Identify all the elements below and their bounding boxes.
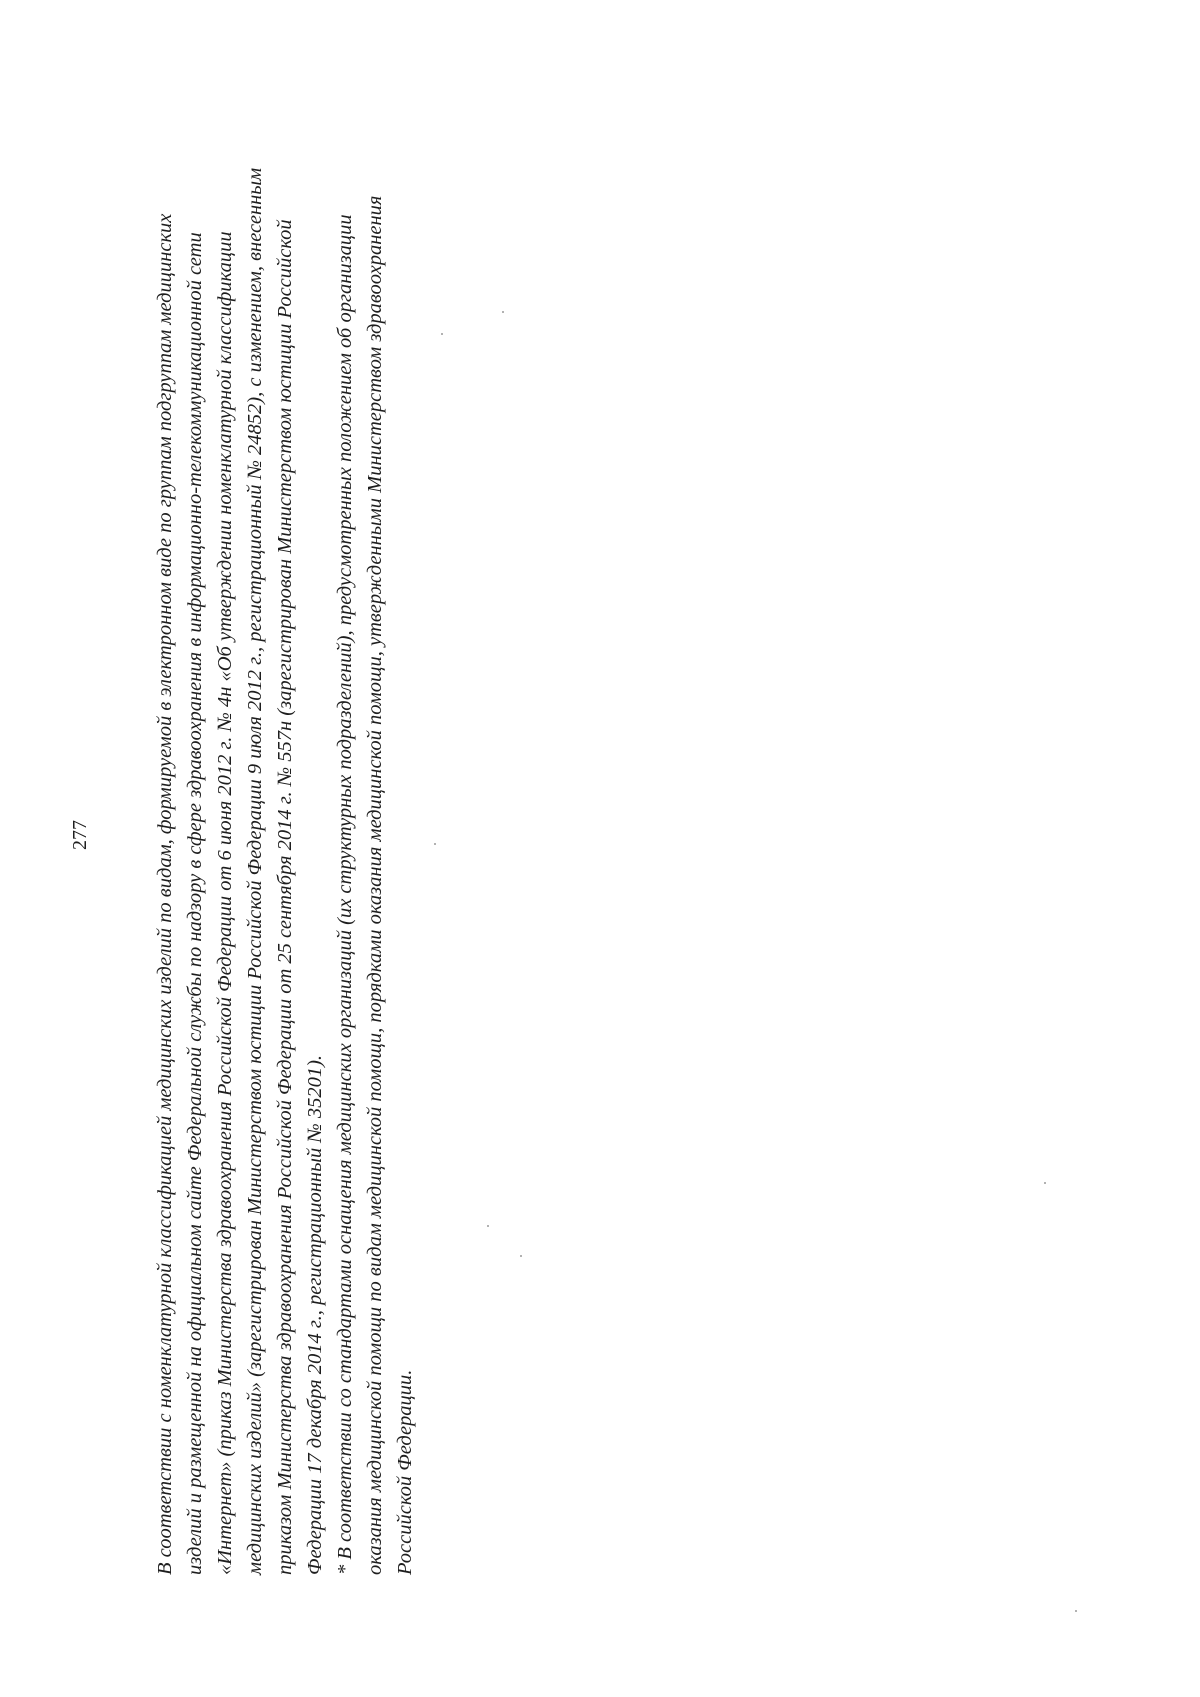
scan-speck [1075, 1610, 1077, 1612]
footnote-equipment-standards: * В соответствии со стандартами оснащения медицинских организаций (их структурных подразделений), предусмотренных положением об организации оказания медицинской помощи по видам медицинской помощи, порядками оказания медицинской помощи, утвержденными Министерством здравоохранения Российской Федерации. [334, 195, 416, 1575]
scan-speck [434, 843, 436, 845]
footnote-classification: В соответствии с номенклатурной классификацией медицинских изделий по видам, формируемой в электронном виде по группам подгруппам медицинских изделий и размещенной на официальном сайте Федеральной службы по надзору в сфере здравоохранения в информационно-телекоммуникационной сети «Интернет» (приказ Министерства здравоохранения Российской Федерации от 6 июня 2012 г. № 4н «Об утверждении номенклатурной классификации медицинских изделий» (зарегистрирован Министерством юстиции Российской Федерации 9 июля 2012 г., регистрационный № 24852), с изменением, внесенным приказом Министерства здравоохранения Российской Федерации от 25 сентября 2014 г. № 557н (зарегистрирован Министерством юстиции Российской Федерации 17 декабря 2014 г., регистрационный № 35201). [154, 167, 326, 1575]
page-number: 277 [69, 820, 91, 850]
scan-speck [487, 1225, 489, 1227]
scan-speck [1044, 1182, 1046, 1184]
footnote-block [150, 155, 420, 1575]
scan-speck [502, 311, 504, 313]
scan-speck [520, 1255, 522, 1257]
footnotes [150, 155, 420, 1575]
scan-speck [441, 333, 443, 335]
